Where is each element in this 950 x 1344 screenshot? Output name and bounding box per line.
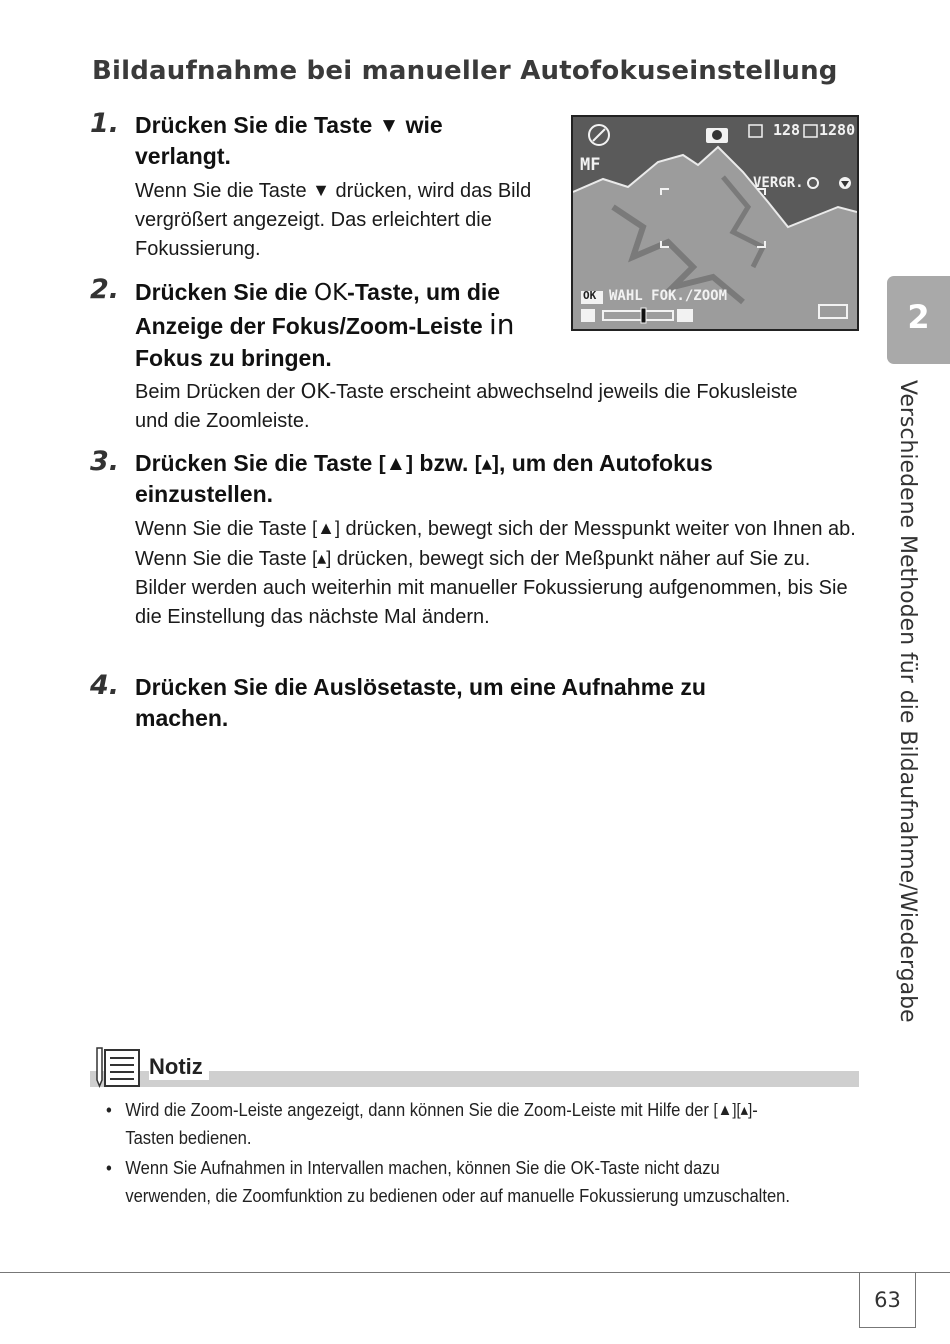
lcd-focus-mode: MF — [580, 155, 601, 175]
step-2-heading-b: -Taste, um die Anzeige der Fokus/Zoom-Leiste — [135, 279, 501, 339]
step-2-body — [135, 377, 825, 436]
near-focus-icon: [▴] — [312, 548, 332, 568]
camera-lcd-screenshot — [571, 115, 859, 331]
step-2-heading — [135, 276, 560, 374]
lcd-shot-count: 128 — [773, 121, 801, 139]
page-number: 63 — [859, 1272, 916, 1328]
step-3-number: 3. — [90, 446, 120, 477]
step-2-body-a: Beim Drücken der — [135, 381, 296, 403]
note-item — [106, 1096, 805, 1152]
chapter-number: 2 — [907, 298, 930, 336]
far-focus-icon: [▲] — [713, 1101, 737, 1119]
note-item — [106, 1154, 805, 1210]
down-triangle-icon: ▼ — [378, 114, 400, 137]
step-4-number: 4. — [90, 670, 120, 701]
note-item-1-b: -Tasten bedienen. — [125, 1100, 758, 1148]
step-3-body-c: drücken, bewegt sich der Meßpunkt näher auf Sie zu. — [336, 548, 811, 570]
note-item-1-a: Wird die Zoom-Leiste angezeigt, dann können Sie die Zoom-Leiste mit Hilfe der — [125, 1100, 709, 1120]
step-2-number: 2. — [90, 274, 120, 305]
step-3-body-b: drücken, bewegt sich der Messpunkt weiter von Ihnen ab. Wenn Sie die Taste — [135, 518, 856, 570]
step-1-heading-b: wie verlangt. — [135, 112, 443, 169]
step-3-body-a: Wenn Sie die Taste — [135, 518, 307, 540]
step-2-heading-ok: OK — [313, 280, 348, 306]
note-title: Notiz — [149, 1054, 209, 1080]
notepad-icon — [93, 1046, 143, 1088]
step-4-heading: Drücken Sie die Auslösetaste, um eine Aufnahme zu machen. — [135, 674, 706, 731]
step-2-heading-a: Drücken Sie die — [135, 279, 308, 305]
step-1-body-b: drücken, wird das Bild vergrößert angezeigt. Das erleichtert die Fokussierung. — [135, 180, 532, 260]
step-1-body-a: Wenn Sie die Taste — [135, 180, 307, 202]
side-chapter-title: Verschiedene Methoden für die Bildaufnahme/Wiedergabe — [895, 380, 920, 1023]
lcd-image-size: 1280 — [819, 121, 856, 139]
step-1-heading — [135, 110, 535, 172]
note-item-2-a: Wenn Sie Aufnahmen in Intervallen machen, können Sie die OK-Taste nicht dazu verwenden, die Zoomfunktion zu bedienen oder auf manuelle Fokussierung umzuschalten. — [125, 1158, 790, 1206]
far-focus-icon: [▲] — [312, 518, 340, 538]
lcd-magnify-label: VERGR. — [753, 175, 804, 191]
near-focus-icon: [▴] — [474, 452, 499, 475]
step-3-heading-b: bzw. — [419, 450, 469, 476]
far-focus-icon: [▲] — [378, 452, 413, 475]
step-3-heading-a: Drücken Sie die Taste — [135, 450, 373, 476]
step-2-body-ok: OK — [300, 379, 330, 403]
lcd-select-label: WAHL FOK./ZOOM — [609, 288, 728, 304]
step-1-heading-a: Drücken Sie die Taste — [135, 112, 373, 138]
page-title: Bildaufnahme bei manueller Autofokuseinstellung — [92, 56, 838, 86]
step-1-body — [135, 176, 540, 264]
step-2-heading-c: Fokus zu bringen. — [135, 345, 332, 371]
step-3-body — [135, 514, 860, 632]
step-3-heading-c: , um den Autofokus einzustellen. — [135, 450, 713, 507]
step-3-body-d: Bilder werden auch weiterhin mit manueller Fokussierung aufgenommen, bis Sie die Einstellung das nächste Mal ändern. — [135, 577, 848, 628]
near-focus-icon: [▴] — [736, 1101, 753, 1119]
note-list — [106, 1096, 805, 1212]
step-2-heading-in: in — [489, 308, 515, 341]
down-triangle-icon: ▼ — [312, 180, 330, 200]
step-2-body-b: -Taste erscheint abwechselnd jeweils die Fokusleiste und die Zoomleiste. — [135, 381, 798, 432]
footer-rule — [0, 1272, 950, 1273]
chapter-tab — [887, 276, 950, 364]
step-1-number: 1. — [90, 108, 120, 139]
step-3-heading — [135, 448, 825, 510]
lcd-ok-label: OK — [583, 289, 597, 302]
